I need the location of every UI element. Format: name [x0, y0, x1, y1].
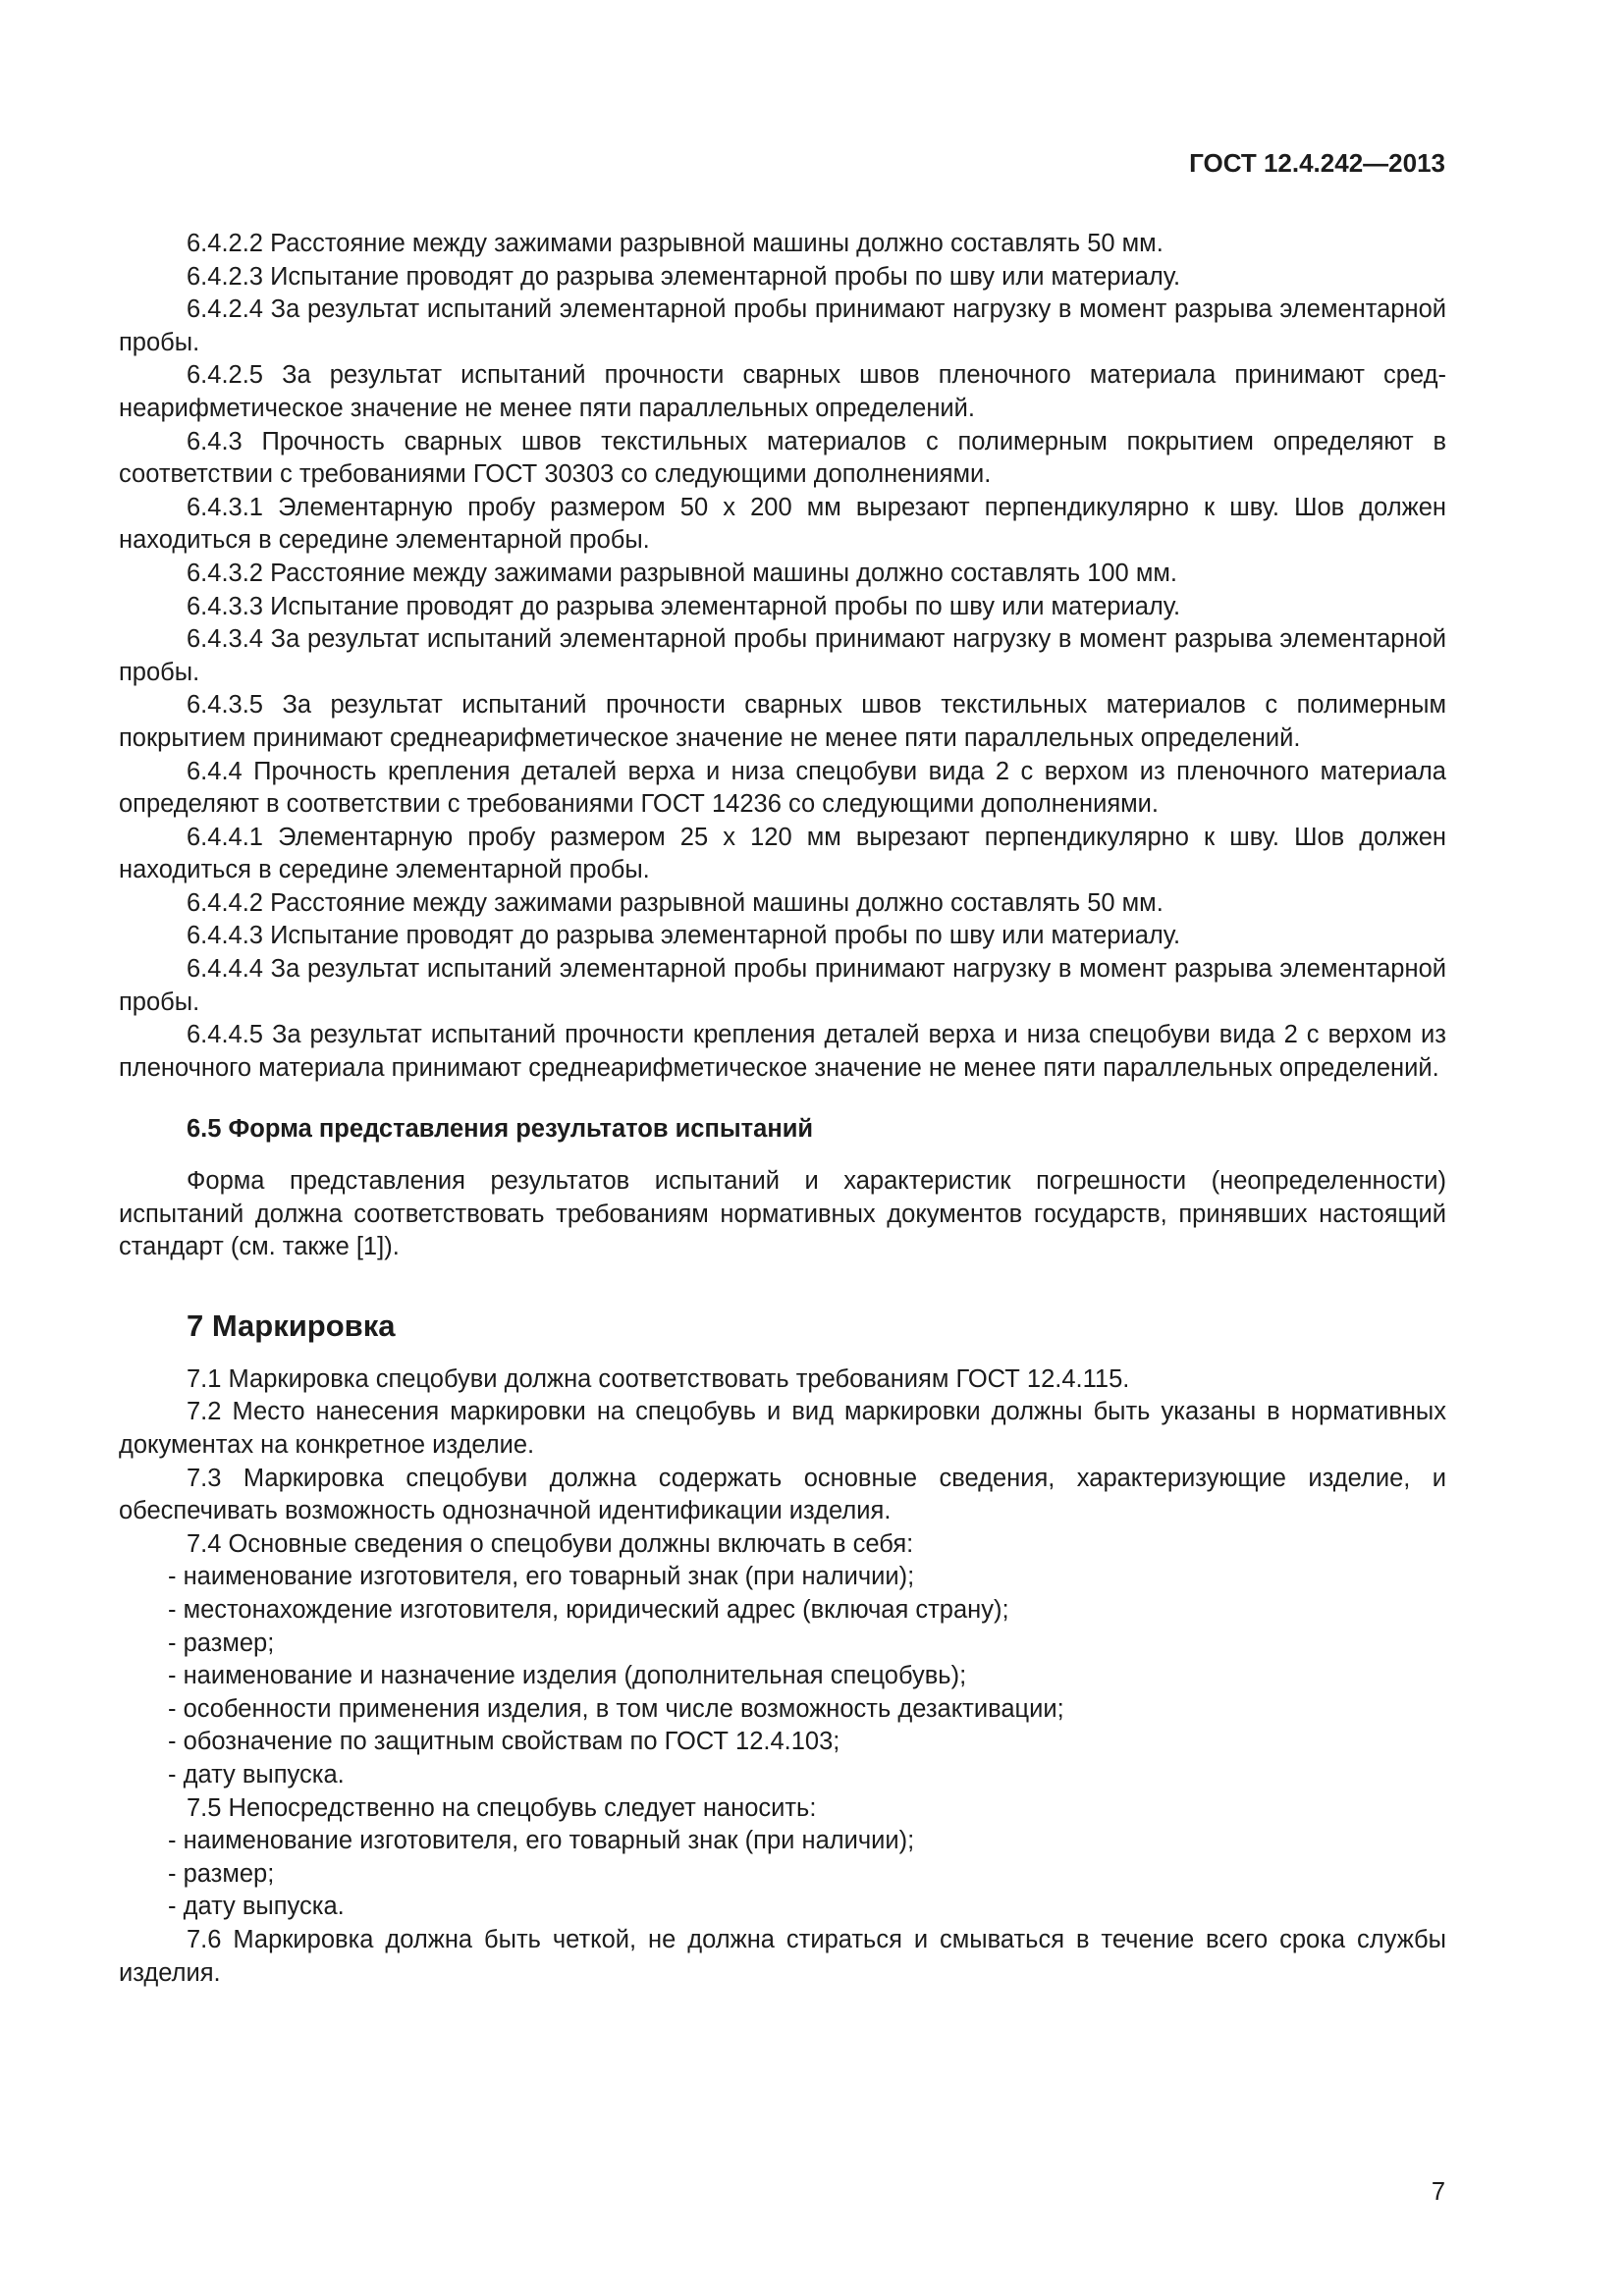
list-item: - размер;	[168, 1859, 275, 1888]
paragraph-6-4-3-2: 6.4.3.2 Расстояние между зажимами разрывной машины должно составлять 100 мм.	[187, 559, 1177, 587]
paragraph-7-4: 7.4 Основные сведения о спецобуви должны включать в себя:	[187, 1529, 914, 1558]
page-number: 7	[1431, 2178, 1445, 2206]
paragraph-6-4-2-2: 6.4.2.2 Расстояние между зажимами разрывной машины должно составлять 50 мм.	[187, 230, 1164, 257]
list-7-4	[119, 1561, 1446, 1791]
paragraph-7-2: 7.2 Место нанесения маркировки на спецобувь и вид маркировки должны быть указаны в нормативных документах на конкретное изделие.	[119, 1398, 1446, 1459]
paragraph-7-1: 7.1 Маркировка спецобуви должна соответствовать требованиям ГОСТ 12.4.115.	[187, 1364, 1130, 1393]
list-item: - дату выпуска.	[168, 1760, 345, 1789]
paragraph-6-4-3-1: 6.4.3.1 Элементарную пробу размером 50 x 200 мм вырезают перпендикулярно к шву. Шов должен находиться в середине элементарной пробы.	[119, 493, 1446, 555]
section-title-7: 7 Маркировка	[187, 1308, 396, 1343]
paragraph-6-4-4-4: 6.4.4.4 За результат испытаний элементарной пробы принимают нагрузку в момент разрыва элементарной пробы.	[119, 955, 1446, 1016]
list-item: - местонахождение изготовителя, юридический адрес (включая страну);	[168, 1595, 1009, 1624]
paragraph-7-6: 7.6 Маркировка должна быть четкой, не должна стираться и смываться в течение всего срока службы изделия.	[119, 1925, 1446, 1987]
paragraph-6-4-4-1: 6.4.4.1 Элементарную пробу размером 25 x 120 мм вырезают перпендикулярно к шву. Шов должен находиться в середине элементарной пробы.	[119, 823, 1446, 884]
list-item: - наименование изготовителя, его товарный знак (при наличии);	[168, 1827, 915, 1855]
paragraph-7-3: 7.3 Маркировка спецобуви должна содержать основные сведения, характеризующие изделие, и обеспечивать возможность однозначной идентификации изделия.	[119, 1464, 1446, 1525]
paragraph-6-4-4-5: 6.4.4.5 За результат испытаний прочности крепления деталей верха и низа спецобуви вида 2 с верхом из пленочного материала принимают среднеарифметическое значение не менее пяти параллельных определений.	[119, 1021, 1446, 1082]
list-item: - особенности применения изделия, в том числе возможность дезактивации;	[168, 1694, 1064, 1723]
paragraph-6-4-2-5: 6.4.2.5 За результат испытаний прочности сварных швов пленочного материала принимают среднеарифметическое значение не менее пяти параллельных определений.	[119, 361, 1446, 422]
paragraph-6-4-4-3: 6.4.4.3 Испытание проводят до разрыва элементарной пробы по шву или материалу.	[187, 922, 1181, 950]
list-item: - дату выпуска.	[168, 1893, 345, 1921]
list-7-5	[119, 1825, 1446, 1924]
document-designation: ГОСТ 12.4.242—2013	[1189, 148, 1445, 178]
page-content	[119, 228, 1446, 1990]
paragraph-6-4-3: 6.4.3 Прочность сварных швов текстильных материалов с полимерным покрытием определяют в соответствии с требованиями ГОСТ 30303 со следующими дополнениями.	[119, 427, 1446, 489]
paragraph-6-4-4: 6.4.4 Прочность крепления деталей верха и низа спецобуви вида 2 с верхом из пленочного материала определяют в соответствии с требованиями ГОСТ 14236 со следующими дополнениями.	[119, 757, 1446, 819]
list-item: - обозначение по защитным свойствам по ГОСТ 12.4.103;	[168, 1728, 840, 1756]
paragraph-7-5: 7.5 Непосредственно на спецобувь следует наносить:	[187, 1793, 817, 1822]
paragraph-6-4-3-3: 6.4.3.3 Испытание проводят до разрыва элементарной пробы по шву или материалу.	[187, 592, 1181, 620]
paragraph-6-4-3-5: 6.4.3.5 За результат испытаний прочности сварных швов текстильных материалов с полимерным покрытием принимают среднеарифметическое значение не менее пяти параллельных определений.	[119, 691, 1446, 752]
list-item: - размер;	[168, 1629, 275, 1657]
paragraph-6-5: Форма представления результатов испытаний и характеристик погрешности (неопределенности) испытаний должна соответствовать требованиям нормативных документов государств, принявших настоящий стандарт (см. также [1]).	[119, 1167, 1446, 1261]
subsection-heading-6-5: 6.5 Форма представления результатов испытаний	[187, 1115, 814, 1144]
paragraph-6-4-2-4: 6.4.2.4 За результат испытаний элементарной пробы принимают нагрузку в момент разрыва элементарной пробы.	[119, 295, 1446, 356]
paragraph-6-4-4-2: 6.4.4.2 Расстояние между зажимами разрывной машины должно составлять 50 мм.	[187, 888, 1164, 917]
paragraph-6-4-2-3: 6.4.2.3 Испытание проводят до разрыва элементарной пробы по шву или материалу.	[187, 262, 1181, 291]
list-item: - наименование и назначение изделия (дополнительная спецобувь);	[168, 1662, 967, 1690]
list-item: - наименование изготовителя, его товарный знак (при наличии);	[168, 1563, 915, 1591]
paragraph-6-4-3-4: 6.4.3.4 За результат испытаний элементарной пробы принимают нагрузку в момент разрыва элементарной пробы.	[119, 625, 1446, 686]
